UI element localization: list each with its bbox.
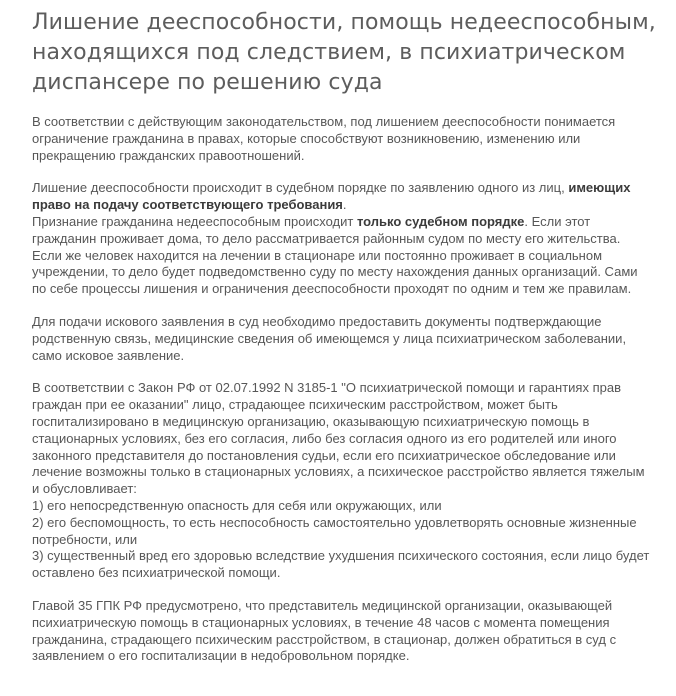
paragraph-gpk: Главой 35 ГПК РФ предусмотрено, что представитель медицинской организации, оказывающей психиатрическую помощь в стационарных условиях, в течение 48 часов с момента помещения гражданина, страдающего психическим расстройством, в стационар, должен обратиться в суд с заявлением о его госпитализации в недобровольном порядке. bbox=[32, 597, 617, 664]
paragraph-law-reference: В соответствии с Закон РФ от 02.07.1992 N 3185-1 "О психиатрической помощи и гарантиях прав граждан при ее оказании" лицо, страдающее психическим расстройством, может быть госпитализировано в медицинскую организацию, оказывающую психиатрическую помощь в стационарных условиях, без его согласия, либо без согласия одного из его родителей или иного законного представителя до постановления судьи, если его психиатрическое обследование или лечение возможны только в стационарных условиях, а психическое расстройство является тяжелым и обусловливает: bbox=[32, 380, 645, 497]
paragraph-documents: Для подачи искового заявления в суд необходимо предоставить документы подтверждающие родственную связь, медицинские сведения об имеющемся у лица психиатрическом заболевании, само исковое заявление. bbox=[32, 313, 627, 363]
list-item-danger: 1) его непосредственную опасность для себя или окружающих, или bbox=[32, 497, 442, 513]
list-item-helplessness: 2) его беспомощность, то есть неспособность самостоятельно удовлетворять основные жизненные потребности, или bbox=[32, 514, 637, 547]
paragraph-court-procedure: Лишение дееспособности происходит в судебном порядке по заявлению одного из лиц, имеющих право на подачу соответствующего требования. bbox=[32, 180, 631, 213]
bold-phrase-court-only: только судебном порядке bbox=[356, 213, 525, 229]
list-item-health-harm: 3) существенный вред его здоровью вследствие ухудшения психического состояния, если лицо будет оставлено без психиатрической помощи. bbox=[32, 548, 650, 581]
paragraph-definition: В соответствии с действующим законодательством, под лишением дееспособности понимается ограничение гражданина в правах, которые способствуют возникновению, изменению или прекращению гражданских правоотношений. bbox=[32, 114, 616, 163]
page-title: Лишение дееспособности, помощь недееспособным, находящихся под следствием, в психиатрическом диспансере по решению суда bbox=[32, 10, 656, 95]
bold-phrase-applicants: имеющих право на подачу соответствующего требования bbox=[32, 180, 631, 213]
article-body bbox=[32, 114, 652, 665]
paragraph-jurisdiction: Признание гражданина недееспособным происходит только судебном порядке. Если этот гражданин проживает дома, то дело рассматривается районным судом по месту его жительства. Если же человек находится на лечении в стационаре или постоянно проживает в социальном учреждении, то дело будет подведомственно суду по месту нахождения данных организаций. Сами по себе процессы лишения и ограничения дееспособности проходят по одним и тем же правилам. bbox=[32, 213, 638, 297]
